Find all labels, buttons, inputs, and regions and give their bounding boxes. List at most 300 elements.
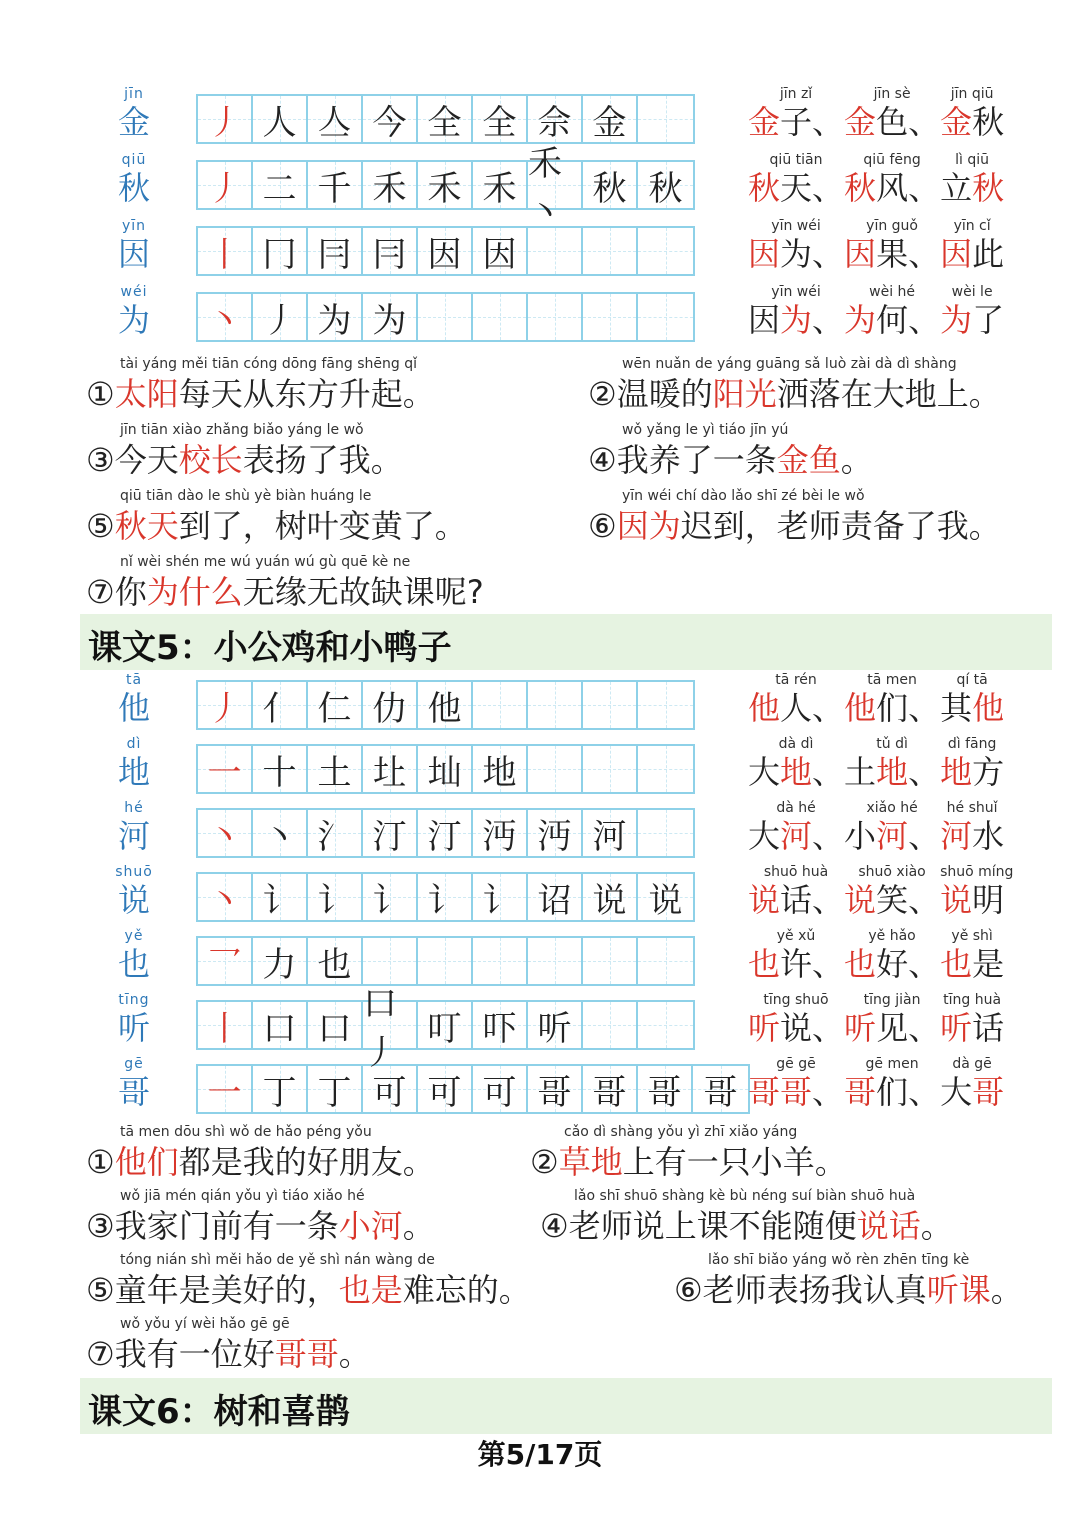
- grid-cell: [528, 1002, 583, 1048]
- stroke-step: 一: [207, 752, 242, 793]
- stroke-step: 丶: [207, 880, 242, 921]
- word-pinyin: shuō huà: [763, 864, 829, 880]
- character-pinyin: shuō: [115, 864, 153, 880]
- character-pinyin: tā: [125, 672, 143, 688]
- grid-cell: [693, 1066, 748, 1112]
- grid-cell: [638, 874, 693, 920]
- word-part: 他: [748, 689, 781, 727]
- word-part: 、: [908, 817, 941, 855]
- word-pinyin: yě hǎo: [868, 928, 916, 944]
- word-part: 地: [780, 753, 813, 791]
- word-item: [748, 284, 844, 340]
- word-part: 因: [748, 235, 781, 273]
- word-part: 果: [876, 235, 909, 273]
- word-item: [844, 218, 940, 274]
- word-part: 、: [812, 1073, 845, 1111]
- word-pinyin: hé shuǐ: [946, 800, 998, 816]
- stroke-step: 他: [427, 688, 462, 729]
- word-part: 、: [908, 1073, 941, 1111]
- grid-cell: [583, 682, 638, 728]
- grid-cell: [528, 144, 583, 233]
- grid-cell: [638, 810, 693, 856]
- sentence-part: 因为: [616, 507, 681, 545]
- grid-cell: [583, 746, 638, 792]
- grid-cell: [253, 810, 308, 856]
- stroke-step: 可: [482, 1072, 517, 1113]
- word-list: [748, 736, 1004, 792]
- word-text: [844, 880, 940, 920]
- word-item: [844, 928, 940, 984]
- word-part: 也: [748, 945, 781, 983]
- word-part: 、: [908, 235, 941, 273]
- word-part: 话: [972, 1009, 1005, 1047]
- stroke-step: 讠: [317, 880, 352, 921]
- stroke-order-grid: [196, 226, 695, 276]
- word-part: 何: [876, 301, 909, 339]
- stroke-step: 圸: [427, 752, 462, 793]
- word-part: 见: [876, 1009, 909, 1047]
- word-part: 哥: [972, 1073, 1005, 1111]
- word-part: 们: [876, 689, 909, 727]
- word-part: 、: [812, 817, 845, 855]
- word-part: 们: [876, 1073, 909, 1111]
- sentence-text: [674, 1268, 1023, 1312]
- grid-cell: [198, 746, 253, 792]
- sentence-text: [86, 1140, 435, 1184]
- stroke-step: 讠: [482, 880, 517, 921]
- character-label: [100, 864, 168, 920]
- sentence-text: [86, 1204, 435, 1248]
- character-label: [100, 800, 168, 856]
- word-item: [748, 672, 844, 728]
- lesson6-title: 课文6：树和喜鹊: [88, 1392, 350, 1432]
- word-part: 河: [876, 817, 909, 855]
- stroke-order-grid: [196, 94, 695, 144]
- sentence-part: 。: [920, 1207, 953, 1245]
- word-part: 秋: [972, 169, 1005, 207]
- word-text: [748, 752, 844, 792]
- word-part: 哥哥: [748, 1073, 813, 1111]
- stroke-step: 丿: [207, 168, 242, 209]
- word-text: [844, 752, 940, 792]
- stroke-order-grid: [196, 872, 695, 922]
- grid-cell: [198, 682, 253, 728]
- grid-cell: [638, 228, 693, 274]
- word-part: 大: [748, 817, 781, 855]
- char-row: [0, 800, 1080, 862]
- word-item: [844, 864, 940, 920]
- character-pinyin: dì: [126, 736, 142, 752]
- sentence-number: ②: [530, 1143, 559, 1181]
- grid-cell: [473, 746, 528, 792]
- stroke-step: 冃: [317, 234, 352, 275]
- character-label: [100, 218, 168, 274]
- word-text: [748, 880, 844, 920]
- stroke-step: 十: [262, 752, 297, 793]
- word-list: [748, 86, 1004, 142]
- stroke-step: 可: [372, 1072, 407, 1113]
- word-text: [940, 944, 1004, 984]
- word-part: 话: [780, 881, 813, 919]
- stroke-step: 丶: [262, 816, 297, 857]
- character-label: [100, 86, 168, 142]
- sentence-pinyin: wēn nuǎn de yáng guāng sǎ luò zài dà dì shàng: [622, 356, 957, 372]
- word-part: 、: [812, 881, 845, 919]
- word-pinyin: jīn sè: [873, 86, 911, 102]
- grid-cell: [308, 96, 363, 142]
- word-text: [940, 752, 1004, 792]
- word-part: 秋: [972, 103, 1005, 141]
- word-part: 说: [940, 881, 973, 919]
- word-list: [748, 864, 1013, 920]
- sentence-part: 上有一只小羊。: [622, 1143, 847, 1181]
- grid-cell: [473, 1002, 528, 1048]
- stroke-step: 为: [317, 300, 352, 341]
- word-pinyin: tā rén: [775, 672, 817, 688]
- word-item: [940, 736, 1004, 792]
- sentence-number: ①: [86, 375, 115, 413]
- word-item: [940, 1056, 1004, 1112]
- sentence-pinyin: lǎo shī biǎo yáng wǒ rèn zhēn tīng kè: [708, 1252, 970, 1268]
- word-part: 是: [972, 945, 1005, 983]
- grid-cell: [253, 938, 308, 984]
- stroke-order-grid: [196, 936, 695, 986]
- example-sentence: [86, 1252, 531, 1312]
- stroke-order-grid: [196, 984, 695, 1073]
- example-sentence: [588, 422, 873, 482]
- grid-cell: [528, 810, 583, 856]
- grid-cell: [583, 1066, 638, 1112]
- sentence-part: 洒落在大地上。: [776, 375, 1001, 413]
- word-list: [748, 992, 1004, 1048]
- character-pinyin: qiū: [121, 152, 147, 168]
- grid-cell: [418, 810, 473, 856]
- grid-cell: [638, 938, 693, 984]
- stroke-step: 人: [262, 102, 297, 143]
- word-pinyin: wèi hé: [869, 284, 916, 300]
- stroke-step: 佘: [537, 102, 572, 143]
- character: 河: [117, 817, 150, 855]
- word-part: 好: [876, 945, 909, 983]
- grid-cell: [638, 1002, 693, 1048]
- word-pinyin: xiǎo hé: [866, 800, 918, 816]
- sentence-part: 阳光: [712, 375, 777, 413]
- stroke-step: 全: [482, 102, 517, 143]
- stroke-order-grid: [196, 680, 695, 730]
- sentence-part: 今天: [114, 441, 179, 479]
- word-pinyin: dà gē: [952, 1056, 992, 1072]
- word-item: [748, 86, 844, 142]
- word-part: 秋: [748, 169, 781, 207]
- stroke-step: 冃: [372, 234, 407, 275]
- word-item: [748, 1056, 844, 1112]
- word-item: [940, 86, 1004, 142]
- example-sentence: [588, 356, 1001, 416]
- word-text: [844, 1072, 940, 1112]
- word-part: 、: [908, 1009, 941, 1047]
- sentence-pinyin: qiū tiān dào le shù yè biàn huáng le: [120, 488, 372, 504]
- grid-cell: [308, 746, 363, 792]
- example-sentence: [588, 488, 1001, 548]
- stroke-step: 讠: [427, 880, 462, 921]
- word-part: 地: [876, 753, 909, 791]
- sentence-pinyin: nǐ wèi shén me wú yuán wú gù quē kè ne: [120, 554, 411, 570]
- sentence-number: ⑥: [674, 1271, 703, 1309]
- grid-cell: [528, 938, 583, 984]
- stroke-order-grid: [196, 292, 695, 342]
- word-part: 说: [780, 1009, 813, 1047]
- sentence-text: [588, 504, 1001, 548]
- sentence-number: ⑥: [588, 507, 617, 545]
- grid-cell: [363, 228, 418, 274]
- grid-cell: [363, 682, 418, 728]
- word-item: [940, 800, 1004, 856]
- word-part: 立: [940, 169, 973, 207]
- word-part: 子: [780, 103, 813, 141]
- sentence-part: 。: [840, 441, 873, 479]
- grid-cell: [308, 1002, 363, 1048]
- grid-cell: [583, 810, 638, 856]
- word-part: 其: [940, 689, 973, 727]
- grid-cell: [308, 810, 363, 856]
- word-pinyin: tīng huà: [943, 992, 1002, 1008]
- sentence-number: ⑤: [86, 507, 115, 545]
- sentence-text: [530, 1140, 847, 1184]
- char-row: [0, 284, 1080, 346]
- sentence-text: [86, 438, 403, 482]
- grid-cell: [473, 294, 528, 340]
- character-label: [100, 928, 168, 984]
- grid-cell: [308, 162, 363, 208]
- grid-cell: [528, 294, 583, 340]
- stroke-step: 禾丶: [528, 144, 562, 233]
- grid-cell: [638, 162, 693, 208]
- sentence-part: 到了，树叶变黄了。: [178, 507, 467, 545]
- sentence-part: 温暖的: [616, 375, 713, 413]
- stroke-step: 可: [427, 1072, 462, 1113]
- word-pinyin: gē gē: [776, 1056, 816, 1072]
- grid-cell: [198, 294, 253, 340]
- example-sentence: [540, 1188, 953, 1248]
- grid-cell: [198, 228, 253, 274]
- sentence-part: 也是: [338, 1271, 403, 1309]
- character-label: [100, 284, 168, 340]
- word-text: [748, 102, 844, 142]
- sentence-number: ②: [588, 375, 617, 413]
- grid-cell: [308, 874, 363, 920]
- word-text: [748, 1008, 844, 1048]
- word-item: [940, 152, 1004, 208]
- word-text: [748, 816, 844, 856]
- sentence-pinyin: tóng nián shì měi hǎo de yě shì nán wàng de: [120, 1252, 435, 1268]
- grid-cell: [583, 294, 638, 340]
- sentence-part: 秋天: [114, 507, 179, 545]
- stroke-step: 乛: [207, 944, 242, 985]
- stroke-step: 禾: [482, 168, 517, 209]
- word-part: 说: [844, 881, 877, 919]
- stroke-step: 二: [262, 168, 297, 209]
- grid-cell: [583, 1002, 638, 1048]
- word-part: 人: [780, 689, 813, 727]
- sentence-part: 太阳: [114, 375, 179, 413]
- grid-cell: [583, 162, 638, 208]
- character-label: [100, 736, 168, 792]
- word-part: 、: [812, 169, 845, 207]
- word-part: 、: [812, 689, 845, 727]
- grid-cell: [363, 162, 418, 208]
- sentence-number: ④: [540, 1207, 569, 1245]
- sentence-part: 都是我的好朋友。: [178, 1143, 435, 1181]
- word-part: 说: [748, 881, 781, 919]
- word-part: 他: [972, 689, 1005, 727]
- grid-cell: [418, 1002, 473, 1048]
- word-item: [748, 152, 844, 208]
- grid-cell: [638, 1066, 693, 1112]
- word-list: [748, 800, 1004, 856]
- grid-cell: [583, 938, 638, 984]
- grid-cell: [308, 294, 363, 340]
- word-part: 因: [940, 235, 973, 273]
- sentence-part: 童年是美好的，: [114, 1271, 339, 1309]
- word-part: 听: [748, 1009, 781, 1047]
- word-part: 、: [908, 881, 941, 919]
- stroke-step: 丁: [317, 1072, 352, 1113]
- word-item: [748, 736, 844, 792]
- sentence-text: [86, 570, 484, 614]
- grid-cell: [363, 984, 418, 1073]
- lesson6-header-band: [80, 1378, 1052, 1434]
- word-pinyin: yīn cǐ: [953, 218, 991, 234]
- grid-cell: [528, 228, 583, 274]
- word-item: [844, 736, 940, 792]
- word-item: [748, 928, 844, 984]
- word-text: [940, 234, 1004, 274]
- word-part: 、: [908, 103, 941, 141]
- grid-cell: [473, 1066, 528, 1112]
- sentence-part: 小河: [338, 1207, 403, 1245]
- sentence-text: [588, 438, 873, 482]
- word-part: 为: [780, 235, 813, 273]
- stroke-step: 说: [648, 880, 683, 921]
- word-item: [748, 992, 844, 1048]
- grid-cell: [418, 746, 473, 792]
- word-part: 听: [940, 1009, 973, 1047]
- grid-cell: [528, 874, 583, 920]
- word-pinyin: shuō míng: [940, 864, 1014, 880]
- grid-cell: [418, 1066, 473, 1112]
- word-part: 方: [972, 753, 1005, 791]
- word-text: [844, 234, 940, 274]
- character-pinyin: jīn: [124, 86, 144, 102]
- word-item: [844, 800, 940, 856]
- stroke-step: 丶: [207, 816, 242, 857]
- word-pinyin: yě shì: [951, 928, 993, 944]
- word-part: 也: [844, 945, 877, 983]
- word-list: [748, 152, 1004, 208]
- word-item: [844, 86, 940, 142]
- stroke-order-grid: [196, 808, 695, 858]
- stroke-step: 千: [317, 168, 352, 209]
- stroke-step: 吓: [482, 1008, 517, 1049]
- word-item: [940, 864, 1013, 920]
- word-text: [844, 1008, 940, 1048]
- word-pinyin: yě xǔ: [776, 928, 816, 944]
- word-text: [844, 300, 940, 340]
- grid-cell: [308, 228, 363, 274]
- character-label: [100, 1056, 168, 1112]
- stroke-step: 因: [427, 234, 462, 275]
- grid-cell: [198, 810, 253, 856]
- word-pinyin: wèi le: [951, 284, 993, 300]
- sentence-part: 迟到，老师责备了我。: [680, 507, 1001, 545]
- stroke-step: 全: [427, 102, 462, 143]
- char-row: [0, 928, 1080, 990]
- sentence-text: [588, 372, 1001, 416]
- sentence-text: [540, 1204, 953, 1248]
- word-part: 为: [940, 301, 973, 339]
- grid-cell: [363, 810, 418, 856]
- word-text: [940, 688, 1004, 728]
- character: 听: [117, 1009, 150, 1047]
- stroke-step: 沔: [482, 816, 517, 857]
- word-text: [844, 944, 940, 984]
- stroke-step: 叮: [427, 1008, 462, 1049]
- lesson5-header-band: [80, 614, 1052, 670]
- lesson5-title: 课文5：小公鸡和小鸭子: [88, 628, 452, 668]
- stroke-order-grid: [196, 144, 695, 233]
- word-list: [748, 928, 1004, 984]
- word-list: [748, 1056, 1004, 1112]
- word-part: 、: [908, 945, 941, 983]
- sentence-part: 表扬了我。: [242, 441, 403, 479]
- word-part: 天: [780, 169, 813, 207]
- character: 地: [117, 753, 150, 791]
- grid-cell: [198, 96, 253, 142]
- word-item: [748, 218, 844, 274]
- stroke-order-grid: [196, 744, 695, 794]
- stroke-step: 仂: [372, 688, 407, 729]
- word-item: [844, 284, 940, 340]
- word-text: [940, 880, 1013, 920]
- sentence-part: 。: [990, 1271, 1023, 1309]
- stroke-step: 丶: [207, 300, 242, 341]
- word-part: 、: [908, 301, 941, 339]
- word-part: 了: [972, 301, 1005, 339]
- word-part: 水: [972, 817, 1005, 855]
- word-part: 金: [940, 103, 973, 141]
- grid-cell: [198, 162, 253, 208]
- character-label: [100, 672, 168, 728]
- character-pinyin: yīn: [121, 218, 147, 234]
- word-text: [940, 816, 1004, 856]
- stroke-step: 河: [592, 816, 627, 857]
- grid-cell: [418, 294, 473, 340]
- stroke-step: 因: [482, 234, 517, 275]
- word-pinyin: tǔ dì: [876, 736, 908, 752]
- word-part: 金: [748, 103, 781, 141]
- stroke-step: 丿: [207, 688, 242, 729]
- word-item: [940, 672, 1004, 728]
- stroke-step: 一: [207, 1072, 242, 1113]
- stroke-step: 说: [592, 880, 627, 921]
- character-pinyin: yě: [124, 928, 144, 944]
- character-label: [100, 152, 168, 208]
- word-part: 为: [844, 301, 877, 339]
- grid-cell: [473, 874, 528, 920]
- char-row: [0, 672, 1080, 734]
- word-item: [748, 800, 844, 856]
- word-pinyin: tā men: [867, 672, 917, 688]
